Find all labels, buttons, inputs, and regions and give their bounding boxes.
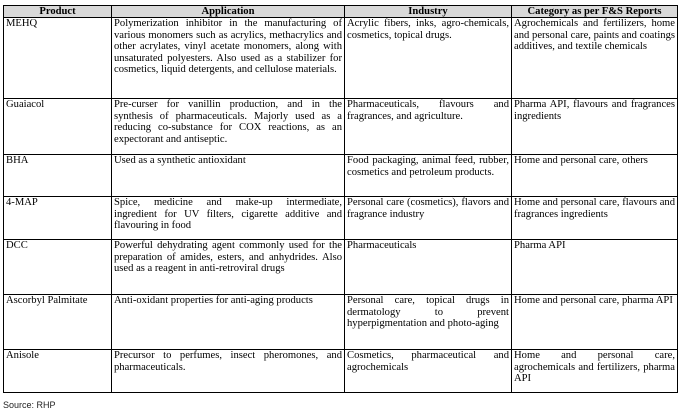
cell-application: Pre-curser for vanillin production, and in the synthesis of pharmaceuticals. Majorly used as a reducing co-substance for COX reactions, as an expectorant and antiseptic. (112, 99, 345, 155)
cell-product: Guaiacol (4, 99, 112, 155)
table-row (4, 99, 678, 155)
cell-category: Home and personal care, agrochemicals and fertilizers, pharma API (512, 350, 678, 393)
table-row (4, 155, 678, 197)
cell-industry: Food packaging, animal feed, rubber, cosmetics and petroleum products. (345, 155, 512, 197)
cell-category: Pharma API (512, 240, 678, 295)
header-category: Category as per F&S Reports (512, 6, 678, 18)
cell-industry: Acrylic fibers, inks, agro-chemicals, cosmetics, topical drugs. (345, 18, 512, 99)
cell-application: Polymerization inhibitor in the manufacturing of various monomers such as acrylics, methacrylics and other acrylates, vinyl acetate monomers, along with unsaturated polyesters. Also used as a stabilizer for cosmetics, liquid detergents, and cellulose materials. (112, 18, 345, 99)
table-row (4, 197, 678, 240)
cell-industry: Pharmaceuticals (345, 240, 512, 295)
header-product: Product (4, 6, 112, 18)
cell-application: Spice, medicine and make-up intermediate, ingredient for UV filters, cigarette additive and flavouring in food (112, 197, 345, 240)
cell-industry: Personal care (cosmetics), flavors and fragrance industry (345, 197, 512, 240)
cell-category: Home and personal care, others (512, 155, 678, 197)
table-row (4, 18, 678, 99)
cell-industry: Pharmaceuticals, flavours and fragrances, and agriculture. (345, 99, 512, 155)
cell-application: Anti-oxidant properties for anti-aging products (112, 295, 345, 350)
header-application: Application (112, 6, 345, 18)
table-row (4, 295, 678, 350)
header-industry: Industry (345, 6, 512, 18)
cell-category: Pharma API, flavours and fragrances ingredients (512, 99, 678, 155)
cell-category: Home and personal care, flavours and fragrances ingredients (512, 197, 678, 240)
cell-product: DCC (4, 240, 112, 295)
cell-application: Powerful dehydrating agent commonly used for the preparation of amides, esters, and anhydrides. Also used as a reagent in anti-retroviral drugs (112, 240, 345, 295)
cell-industry: Personal care, topical drugs in dermatology to prevent hyperpigmentation and photo-aging (345, 295, 512, 350)
source-note: Source: RHP (3, 400, 56, 410)
cell-product: 4-MAP (4, 197, 112, 240)
cell-application: Precursor to perfumes, insect pheromones, and pharmaceuticals. (112, 350, 345, 393)
cell-category: Agrochemicals and fertilizers, home and personal care, paints and coatings additives, and textile chemicals (512, 18, 678, 99)
product-application-table (3, 5, 678, 393)
cell-category: Home and personal care, pharma API (512, 295, 678, 350)
cell-application: Used as a synthetic antioxidant (112, 155, 345, 197)
cell-product: Anisole (4, 350, 112, 393)
cell-industry: Cosmetics, pharmaceutical and agrochemicals (345, 350, 512, 393)
cell-product: MEHQ (4, 18, 112, 99)
cell-product: BHA (4, 155, 112, 197)
cell-product: Ascorbyl Palmitate (4, 295, 112, 350)
table-row (4, 350, 678, 393)
table-row (4, 240, 678, 295)
header-row (4, 6, 678, 18)
